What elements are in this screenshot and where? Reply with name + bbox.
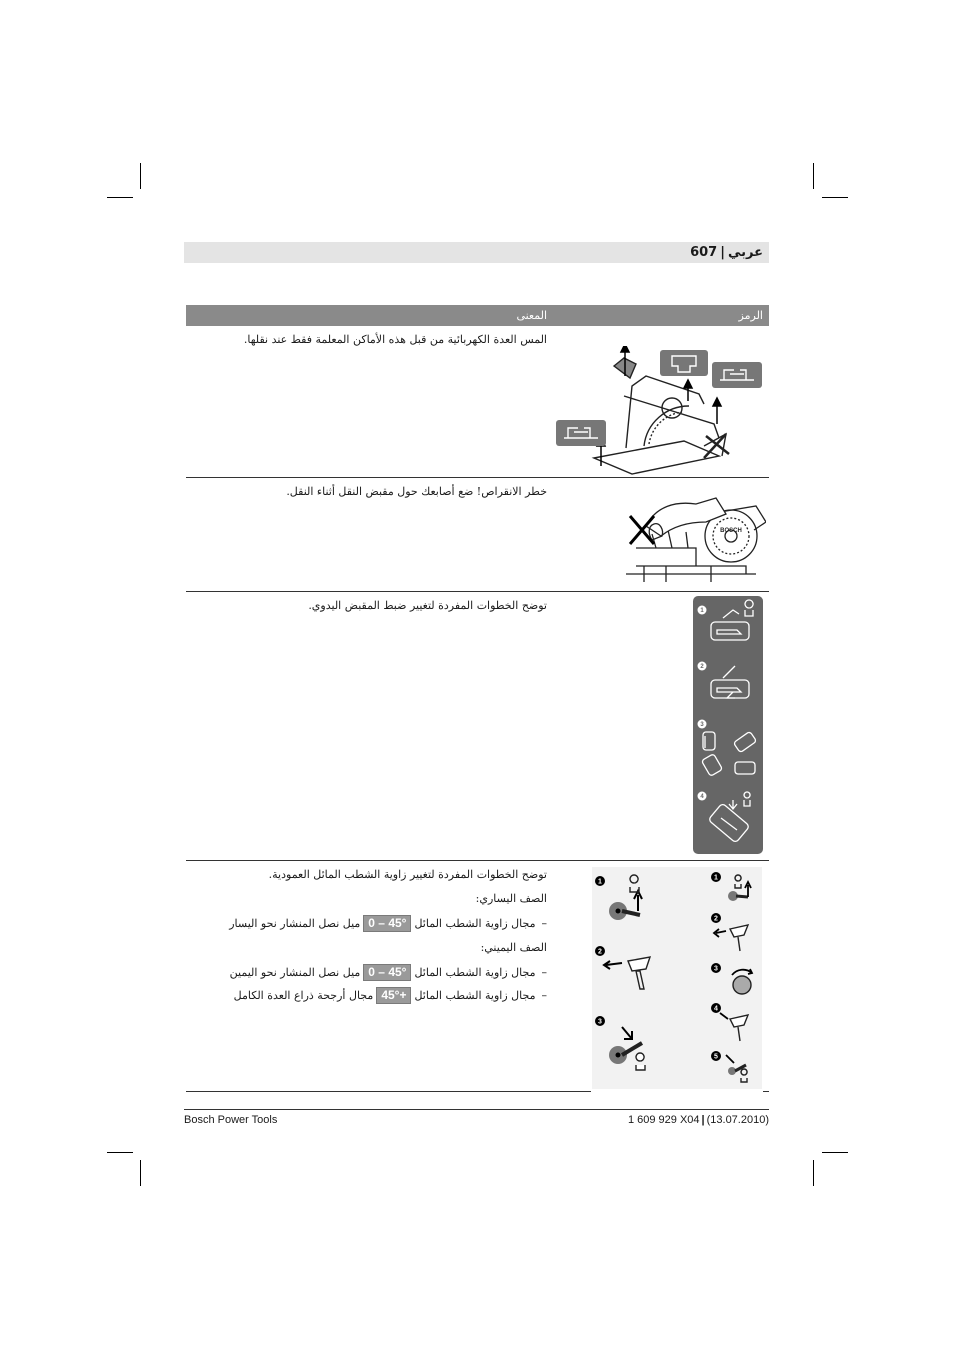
step-number: 1: [714, 874, 718, 882]
crop-mark: [813, 1160, 814, 1186]
bullet-text: مجال زاوية الشطب المائل: [414, 917, 536, 930]
footer-date: (13.07.2010): [706, 1114, 769, 1126]
step-number: 5: [714, 1053, 718, 1061]
page-header: [184, 242, 769, 263]
step-number: 1: [700, 608, 704, 614]
column-header-meaning: المعنى: [516, 309, 547, 322]
crop-mark: [813, 163, 814, 189]
bullet-text: ميل نصل المنشار نحو اليمين: [229, 966, 361, 979]
table-row: [186, 861, 769, 1091]
crop-mark: [107, 197, 133, 198]
table-bottom-rule: [186, 1091, 591, 1092]
angle-badge: 0 – 45°: [363, 964, 411, 981]
footer-doc-number: 1 609 929 X04: [627, 1114, 700, 1126]
step-number: 1: [598, 878, 602, 886]
angle-badge: 45°+: [376, 987, 411, 1004]
table-row: [186, 592, 769, 861]
bevel-bullet: [202, 964, 547, 981]
lift-point-icon: [556, 420, 606, 446]
table-bottom-rule: [763, 1091, 769, 1092]
right-row-label: الصف اليميني:: [480, 941, 547, 954]
bullet-dash: –: [541, 966, 547, 979]
bullet-text: مجال زاوية الشطب المائل: [414, 966, 536, 979]
bullet-text: مجال أرجحة ذراع العدة الكامل: [233, 989, 374, 1002]
step-number: 3: [700, 722, 704, 728]
row-text: المس العدة الكهربائية من قبل هذه الأماكن المعلمة فقط عند نقلها.: [243, 333, 547, 346]
footer-doc-info: [628, 1114, 769, 1126]
table-header: [186, 305, 769, 326]
bevel-bullet: [202, 987, 547, 1004]
step-number: 2: [714, 915, 718, 923]
step-number: 4: [714, 1005, 718, 1013]
step-number: 3: [714, 965, 718, 973]
page-number: 607: [690, 245, 718, 260]
step-number: 4: [700, 794, 704, 800]
bevel-angle-steps-icon: [592, 867, 762, 1089]
footer-brand: Bosch Power Tools: [184, 1114, 278, 1126]
footer-separator: |: [701, 1114, 705, 1126]
crop-mark: [140, 1160, 141, 1186]
header-separator: |: [720, 245, 725, 260]
bullet-dash: –: [541, 917, 547, 930]
saw-transport-points-icon: [554, 346, 766, 476]
table-row: [186, 478, 769, 592]
brand-logo-text: BOSCH: [720, 528, 742, 534]
language-label: عربي: [727, 245, 763, 260]
angle-badge: 0 – 45°: [363, 915, 411, 932]
row-text: خطر الانقراص! ضع أصابعك حول مقبض النقل أثناء النقل.: [286, 485, 547, 498]
symbol-table: [186, 305, 769, 1091]
crop-mark: [822, 197, 848, 198]
bevel-bullet: [202, 915, 547, 932]
bullet-dash: –: [541, 989, 547, 1002]
step-number: 3: [598, 1018, 602, 1026]
page-footer: [184, 1109, 769, 1130]
row-text-bevel: [202, 867, 547, 1004]
bullet-text: ميل نصل المنشار نحو اليسار: [229, 917, 361, 930]
crop-mark: [822, 1152, 848, 1153]
crop-mark: [140, 163, 141, 189]
step-number: 2: [700, 664, 704, 670]
page-header-text: [690, 242, 763, 263]
bullet-text: مجال زاوية الشطب المائل: [414, 989, 536, 1002]
left-row-label: الصف اليساري:: [475, 892, 547, 905]
step-number: 2: [598, 948, 602, 956]
table-row: [186, 326, 769, 478]
column-header-symbol: الرمز: [738, 309, 763, 322]
pinch-hazard-icon: [616, 486, 766, 586]
crop-mark: [107, 1152, 133, 1153]
row-text: توضح الخطوات المفردة لتغيير ضبط المقبض اليدوي.: [308, 599, 547, 612]
handle-adjust-steps-panel: [693, 596, 763, 854]
bevel-intro: توضح الخطوات المفردة لتغيير زاوية الشطب المائل العمودية.: [268, 868, 547, 881]
lift-point-icon: [712, 362, 762, 388]
